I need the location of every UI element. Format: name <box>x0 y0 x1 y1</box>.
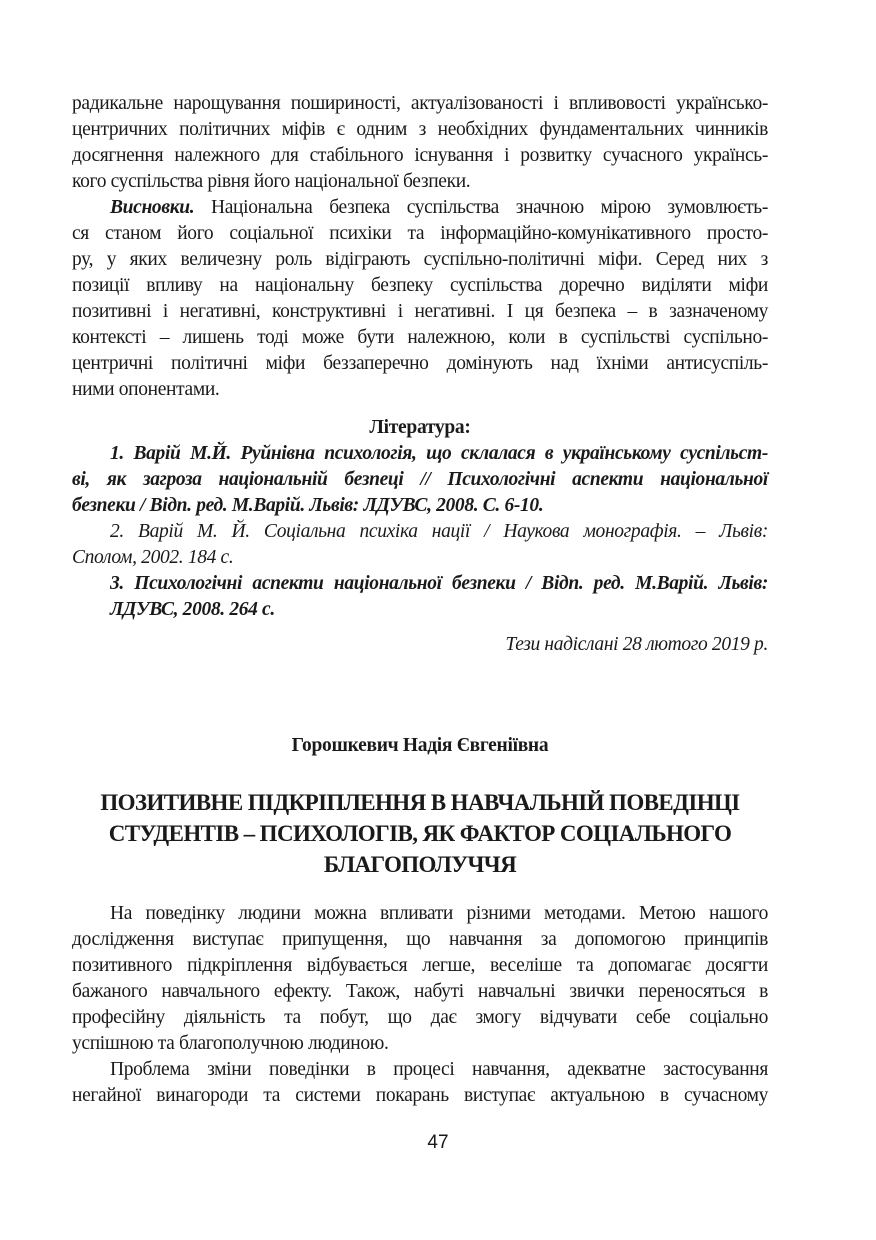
reference-line: ві, як загроза національній безпеці // Психологічні аспекти національної <box>72 469 768 490</box>
reference-line: Сполом, 2002. 184 с. <box>72 547 234 568</box>
article-author: Горошкевич Надія Євгеніївна <box>291 735 549 756</box>
text-line: позитивного підкріплення відбувається легше, веселіше та допомагає досягти <box>72 955 768 976</box>
text-line: контексті – лишень тоді може бути належною, коли в суспільстві суспільно- <box>72 327 768 348</box>
references-list <box>72 441 768 623</box>
article-title-line: СТУДЕНТІВ – ПСИХОЛОГІВ, ЯК ФАКТОР СОЦІАЛЬНОГО <box>108 821 732 846</box>
submission-note <box>72 632 768 658</box>
text-line: досягнення належного для стабільного існування і розвитку сучасного українсь- <box>72 145 768 166</box>
reference-line: 3. Психологічні аспекти національної безпеки / Відп. ред. М.Варій. Львів: <box>110 573 768 594</box>
text-line: бажаного навчального ефекту. Також, набуті навчальні звички переносяться в <box>72 981 768 1002</box>
article-paragraph-1 <box>72 901 768 1057</box>
text-line: позитивні і негативні, конструктивні і негативні. І ця безпека – в зазначеному <box>72 301 768 322</box>
conclusions-first-line-text: Національна безпека суспільства значною мірою зумовлюєть- <box>194 197 768 218</box>
intro-paragraph <box>72 91 768 195</box>
text-line: центричних політичних міфів є одним з необхідних фундаментальних чинників <box>72 119 768 140</box>
text-line: негайної винагороди та системи покарань виступає актуальною в сучасному <box>72 1085 768 1106</box>
conclusions-first-line <box>72 195 768 221</box>
text-line: радикальне нарощування пошириності, актуалізованості і впливовості українсько- <box>72 93 768 114</box>
article-title-line: БЛАГОПОЛУЧЧЯ <box>323 852 517 877</box>
reference-line: 1. Варій М.Й. Руйнівна психологія, що склалася в українському суспільст- <box>110 443 768 464</box>
text-line: позиції впливу на національну безпеку суспільства доречно виділяти міфи <box>72 275 768 296</box>
article-title <box>72 787 768 880</box>
submission-date-text: Тези надіслані 28 лютого 2019 р. <box>505 634 768 655</box>
article-title-line: ПОЗИТИВНЕ ПІДКРІПЛЕННЯ В НАВЧАЛЬНІЙ ПОВЕДІНЦІ <box>100 790 740 815</box>
reference-line: безпеки / Відп. ред. М.Варій. Львів: ЛДУВС, 2008. С. 6-10. <box>72 495 544 516</box>
reference-line: ЛДУВС, 2008. 264 с. <box>110 599 275 620</box>
text-line: ся станом його соціальної психіки та інформаційно-комунікативного просто- <box>72 223 768 244</box>
text-line: професійну діяльність та побут, що дає змогу відчувати себе соціально <box>72 1007 768 1028</box>
text-line: ними опонентами. <box>72 379 220 400</box>
conclusions-label: Висновки. <box>110 197 195 218</box>
text-line: центричні політичні міфи беззаперечно домінують над їхніми антисуспіль- <box>72 353 768 374</box>
reference-line: 2. Варій М. Й. Соціальна психіка нації / Наукова монографія. – Львів: <box>110 521 768 542</box>
article-paragraph-2 <box>72 1057 768 1109</box>
text-line: успішною та благополучною людиною. <box>72 1033 389 1054</box>
reference-item-2 <box>72 519 768 571</box>
reference-item-3 <box>72 571 768 623</box>
text-line: кого суспільства рівня його національної безпеки. <box>72 171 471 192</box>
reference-item-1 <box>72 441 768 519</box>
text-line: ру, у яких величезну роль відіграють суспільно-політичні міфи. Серед них з <box>72 249 768 270</box>
literature-heading: Література: <box>369 417 471 438</box>
text-line: На поведінку людини можна впливати різними методами. Метою нашого <box>110 903 768 924</box>
text-line: Проблема зміни поведінки в процесі навчання, адекватне застосування <box>110 1059 768 1080</box>
conclusions-paragraph <box>72 195 768 403</box>
text-line: дослідження виступає припущення, що навчання за допомогою принципів <box>72 929 768 950</box>
page-number: 47 <box>427 1132 449 1153</box>
